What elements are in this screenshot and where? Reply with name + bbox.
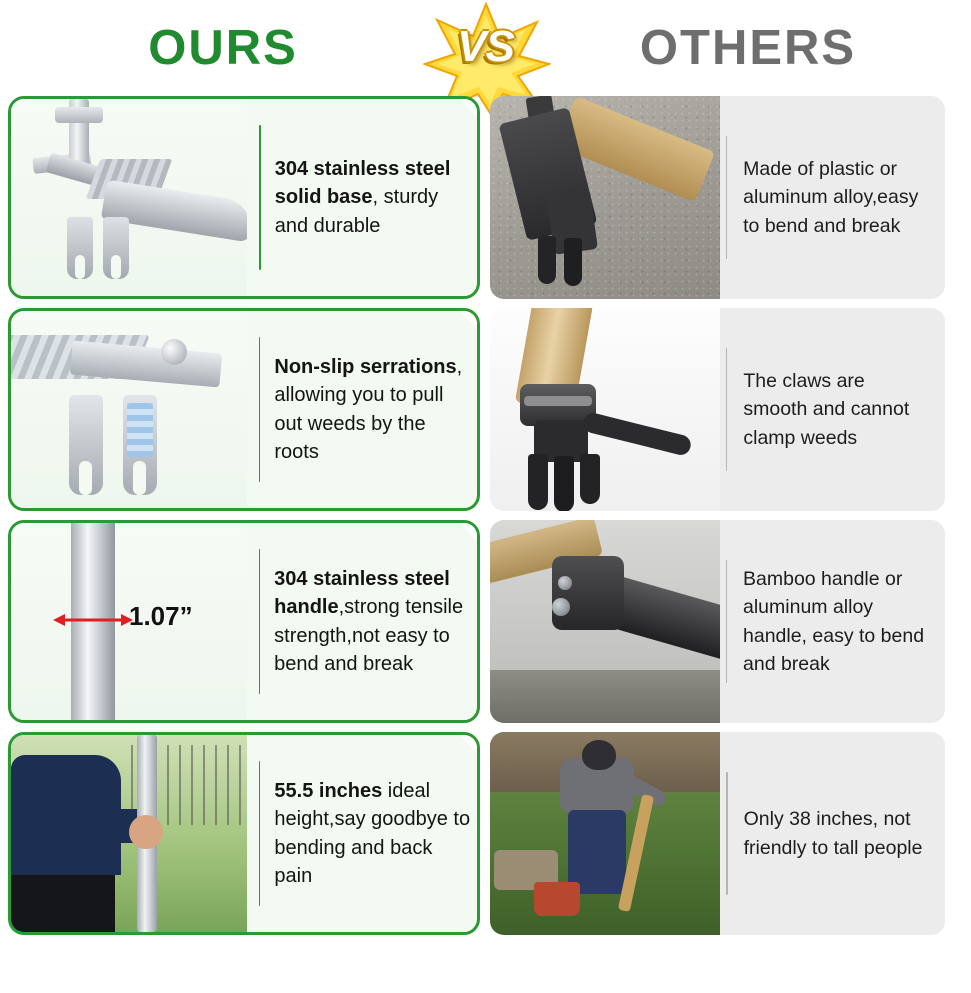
others-panel-1 <box>490 96 945 299</box>
ours-title-1: 304 stainless steel solid base <box>274 157 451 209</box>
dimension-value: 1.07” <box>129 601 193 631</box>
others-text-1 <box>720 96 945 299</box>
ours-text-1 <box>259 99 473 296</box>
vs-label: VS <box>457 22 514 71</box>
comparison-row <box>8 308 963 511</box>
stainless-steel-handle-photo <box>11 523 247 720</box>
others-panel-3 <box>490 520 945 723</box>
others-copy-1: Made of plastic or aluminum alloy,easy to bend and break <box>743 158 919 237</box>
accent-bar <box>726 560 727 683</box>
ours-rest-4: ideal height,say goodbye to bending and back pain <box>274 779 471 887</box>
stainless-steel-base-photo <box>11 99 247 296</box>
accent-bar <box>726 772 728 895</box>
comparison-row <box>8 96 963 299</box>
ours-copy-2 <box>274 353 473 467</box>
ours-copy-3 <box>274 565 473 679</box>
ours-text-2 <box>259 311 473 508</box>
corner-notch <box>457 521 479 543</box>
others-text-3 <box>720 520 945 723</box>
ours-panel-2 <box>8 308 480 511</box>
others-copy-3: Bamboo handle or aluminum alloy handle, easy to bend and break <box>743 567 925 675</box>
corner-notch <box>457 733 479 755</box>
others-panel-4 <box>490 732 945 935</box>
others-text-2 <box>720 308 945 511</box>
others-copy-4: Only 38 inches, not friendly to tall people <box>743 808 923 859</box>
others-copy-2: The claws are smooth and cannot clamp weeds <box>743 370 910 449</box>
others-panel-2 <box>490 308 945 511</box>
accent-bar <box>726 348 727 471</box>
plastic-claw-on-asphalt-photo <box>490 96 720 299</box>
smooth-black-claw-photo <box>490 308 720 511</box>
ours-copy-4 <box>274 777 473 891</box>
accent-bar <box>259 125 261 270</box>
dimension-arrow-icon <box>53 611 133 629</box>
ours-copy-1 <box>275 155 473 240</box>
ours-panel-1 <box>8 96 480 299</box>
comparison-header <box>8 0 963 96</box>
ours-panel-4 <box>8 732 480 935</box>
ours-title-4: 55.5 inches <box>274 779 383 802</box>
accent-bar <box>259 549 260 694</box>
ours-title-2: Non-slip serrations <box>274 355 457 378</box>
person-bending-while-weeding-photo <box>490 732 720 935</box>
ours-rest-2: , allowing you to pull out weeds by the roots <box>274 355 463 463</box>
person-standing-with-tool-photo <box>11 735 247 932</box>
others-heading: OTHERS <box>639 21 857 75</box>
ours-panel-3 <box>8 520 480 723</box>
ours-rest-3: ,strong tensile strength,not easy to bend and break <box>274 596 464 675</box>
ours-rest-1: , sturdy and durable <box>274 186 439 237</box>
comparison-rows <box>8 96 963 935</box>
ours-title-3: 304 stainless steel handle <box>274 567 450 619</box>
accent-bar <box>259 337 260 482</box>
others-text-4 <box>720 732 945 935</box>
comparison-row <box>8 520 963 723</box>
comparison-row <box>8 732 963 935</box>
ours-text-3 <box>259 523 473 720</box>
serrated-claw-closeup-photo <box>11 311 247 508</box>
ours-heading: OURS <box>148 21 298 75</box>
corner-notch <box>457 309 479 331</box>
accent-bar <box>259 761 260 906</box>
accent-bar <box>726 136 727 259</box>
corner-notch <box>457 97 479 119</box>
bamboo-aluminum-handle-joint-photo <box>490 520 720 723</box>
ours-text-4 <box>259 735 473 932</box>
